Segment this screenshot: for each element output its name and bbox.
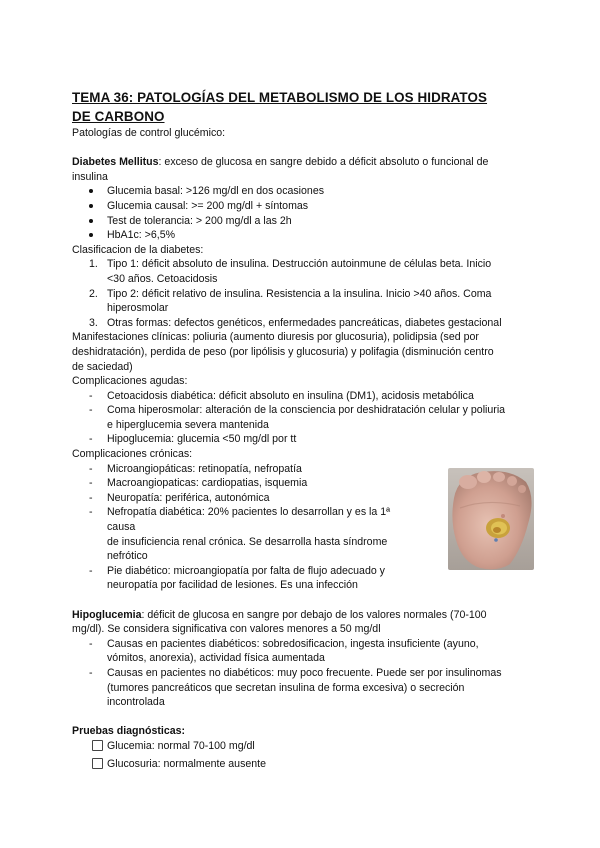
classification-heading: Clasificacion de la diabetes: bbox=[72, 243, 204, 256]
checklist-item bbox=[72, 757, 534, 772]
diabetes-term: Diabetes Mellitus bbox=[72, 156, 159, 169]
list-item-line: Macroangiopaticas: cardiopatias, isquemia bbox=[107, 477, 308, 490]
list-item bbox=[72, 316, 534, 331]
diagnostic-criteria-list bbox=[72, 184, 534, 242]
list-item bbox=[72, 476, 534, 491]
list-item-line: <30 años. Cetoacidosis bbox=[107, 272, 218, 285]
title-line-2: DE CARBONO bbox=[72, 109, 165, 124]
list-item-line: Tipo 1: déficit absoluto de insulina. Destrucción autoinmune de células beta. Inicio bbox=[107, 258, 492, 271]
list-item-line: Causas en pacientes no diabéticos: muy poco frecuente. Puede ser por insulinomas bbox=[107, 666, 502, 679]
checklist-item-label: Glucosuria: normalmente ausente bbox=[107, 757, 266, 770]
list-item-line: Hipoglucemia: glucemia <50 mg/dl por tt bbox=[107, 433, 297, 446]
hypoglycemia-definition-line-2: mg/dl). Se considera significativa con valores menores a 50 mg/dl bbox=[72, 623, 381, 636]
list-item-line: de insuficiencia renal crónica. Se desarrolla hasta síndrome bbox=[107, 535, 388, 548]
checkbox-glucemia[interactable] bbox=[92, 740, 103, 751]
title-line-1: TEMA 36: PATOLOGÍAS DEL METABOLISMO DE LOS HIDRATOS bbox=[72, 90, 488, 105]
diagnostic-tests-title: Pruebas diagnósticas: bbox=[72, 725, 186, 738]
list-item-line: Microangiopáticas: retinopatía, nefropatía bbox=[107, 462, 302, 475]
hypoglycemia-term: Hipoglucemia bbox=[72, 608, 142, 621]
list-item-line: hiperosmolar bbox=[107, 302, 169, 315]
list-item: Test de tolerancia: > 200 mg/dl a las 2h bbox=[72, 214, 534, 229]
list-number: 2. bbox=[89, 287, 98, 300]
chronic-complications-heading: Complicaciones crónicas: bbox=[72, 448, 193, 461]
diagnostic-tests-checklist bbox=[72, 739, 534, 771]
list-item bbox=[72, 389, 534, 404]
list-number: 1. bbox=[89, 258, 98, 271]
list-item: HbA1c: >6,5% bbox=[72, 228, 534, 243]
list-item bbox=[72, 564, 534, 593]
list-item-line: Causas en pacientes diabéticos: sobredosificacion, ingesta insuficiente (ayuno, bbox=[107, 637, 479, 650]
diabetes-definition bbox=[72, 155, 534, 184]
list-item bbox=[72, 637, 534, 666]
manifestations-line-3: de saciedad) bbox=[72, 360, 133, 373]
classification-list bbox=[72, 257, 534, 330]
list-item-line: incontrolada bbox=[107, 696, 165, 709]
chronic-complications-list bbox=[72, 462, 534, 593]
acute-complications-list bbox=[72, 389, 534, 447]
list-item-line: Coma hiperosmolar: alteración de la consciencia por deshidratación celular y poliuria bbox=[107, 404, 506, 417]
page-title bbox=[72, 88, 534, 126]
list-item: Glucemia basal: >126 mg/dl en dos ocasiones bbox=[72, 184, 534, 199]
clinical-manifestations bbox=[72, 330, 534, 374]
list-item bbox=[72, 666, 534, 710]
diagnostic-tests-heading bbox=[72, 724, 534, 739]
list-item-line: Nefropatía diabética: 20% pacientes lo desarrollan y es la 1ª causa bbox=[107, 506, 391, 534]
list-item-line: Otras formas: defectos genéticos, enfermedades pancreáticas, diabetes gestacional bbox=[107, 316, 502, 329]
hypoglycemia-causes-list bbox=[72, 637, 534, 710]
list-item-line: Neuropatía: periférica, autonómica bbox=[107, 491, 270, 504]
diabetes-definition-line-2: insulina bbox=[72, 170, 108, 183]
list-item: Glucemia causal: >= 200 mg/dl + síntomas bbox=[72, 199, 534, 214]
list-item-line: Tipo 2: déficit relativo de insulina. Resistencia a la insulina. Inicio >40 años. Coma bbox=[107, 287, 492, 300]
list-item-line: Cetoacidosis diabética: déficit absoluto en insulina (DM1), acidosis metabólica bbox=[107, 389, 474, 402]
hypoglycemia-definition bbox=[72, 608, 534, 637]
list-item bbox=[72, 432, 534, 447]
list-item-line: (tumores pancreáticos que secretan insulina de forma excesiva) o secreción bbox=[107, 681, 465, 694]
manifestations-line-2: deshidratación), perdida de peso (por lipólisis y glucosuria) y polifagia (disminución centro bbox=[72, 345, 494, 358]
list-item-line: nefrótico bbox=[107, 550, 148, 563]
list-item bbox=[72, 287, 534, 316]
checklist-item-label: Glucemia: normal 70-100 mg/dl bbox=[107, 739, 255, 752]
list-item bbox=[72, 257, 534, 286]
list-item bbox=[72, 462, 534, 477]
list-item-line: neuropatía por facilidad de lesiones. Es una infección bbox=[107, 579, 358, 592]
list-item bbox=[72, 403, 534, 432]
hypoglycemia-definition-line-1: : déficit de glucosa en sangre por debajo de los valores normales (70-100 bbox=[141, 608, 487, 621]
intro-text: Patologías de control glucémico: bbox=[72, 127, 226, 139]
list-item-line: Pie diabético: microangiopatía por falta de flujo adecuado y bbox=[107, 564, 385, 577]
acute-complications-heading: Complicaciones agudas: bbox=[72, 375, 188, 388]
list-item bbox=[72, 491, 534, 506]
list-item bbox=[72, 505, 534, 563]
list-item-line: e hiperglucemia severa mantenida bbox=[107, 418, 269, 431]
document-content bbox=[72, 88, 534, 774]
checklist-item bbox=[72, 739, 534, 754]
list-number: 3. bbox=[89, 316, 98, 329]
checkbox-glucosuria[interactable] bbox=[92, 758, 103, 769]
manifestations-line-1: Manifestaciones clínicas: poliuria (aumento diuresis por glucosuria), polidipsia (sed por bbox=[72, 331, 479, 344]
diabetes-definition-line-1: : exceso de glucosa en sangre debido a déficit absoluto o funcional de bbox=[158, 156, 489, 169]
list-item-line: vómitos, anorexia), actividad física aumentada bbox=[107, 652, 325, 665]
